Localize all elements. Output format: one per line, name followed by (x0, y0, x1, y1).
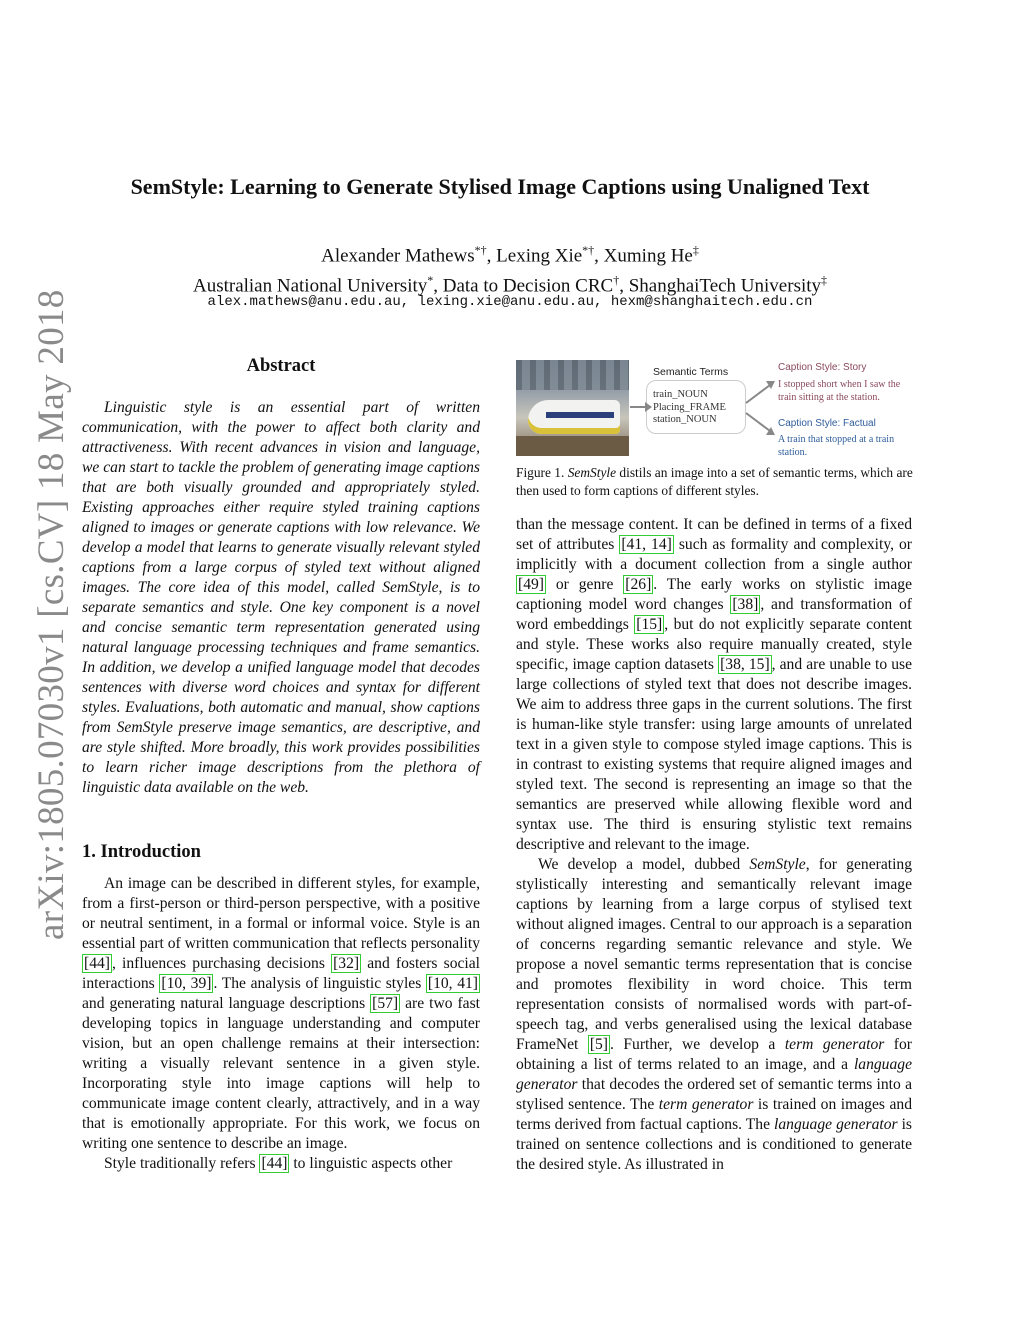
right-paragraph-2 (516, 855, 912, 1175)
citation-link[interactable]: [44] (84, 955, 110, 972)
author-name: Alexander Mathews (321, 245, 475, 267)
text-run: is trained on images and terms derived from factual captions. The (516, 1096, 913, 1133)
story-caption-text: I stopped short when I saw the train sitting at the station. (778, 379, 901, 403)
author-block (80, 238, 940, 299)
citation-link[interactable]: [15] (636, 616, 663, 633)
factual-caption-title: Caption Style: Factual (778, 418, 876, 429)
text-run: are two fast developing topics in language understanding and computer vision, but an open challenge remains at their intersection: writing a visually relevant sentence in a given style. Incorporating style into image captions will help to communicate image content clearly, attractively, and in a way that is emotionally appropriate. For this work, we focus on writing one sentence to describe an image. (82, 995, 480, 1152)
introduction-heading: 1. Introduction (82, 842, 201, 862)
abstract-body (82, 398, 480, 798)
factual-caption-text: A train that stopped at a train station. (778, 434, 895, 458)
text-run: and fosters social interactions (82, 955, 481, 992)
citation-link[interactable]: [32] (333, 955, 360, 972)
author-mark: *† (474, 243, 487, 257)
citation-link[interactable]: [41, 14] (621, 536, 672, 553)
citation-link[interactable]: [44] (261, 1155, 288, 1172)
right-column-body (516, 515, 912, 1175)
citation-link[interactable]: [38] (732, 596, 759, 613)
figure-label: Figure 1. (516, 465, 565, 480)
affiliation-mark: † (613, 273, 620, 288)
arrow-right-icon (629, 400, 653, 414)
affiliation: Australian National University (192, 275, 428, 297)
emphasis: language generator (516, 1056, 912, 1093)
arrow-up-right-icon (744, 378, 778, 406)
text-run: , and are unable to use large collections of styled text that does not describe images. We aim to address three gaps in the current solutions. The first is human-like style transfer: using large amounts of unrelated text in a given style to compose styled image captions. This is in contrast to existing systems that require aligned images and styled text. The second is representing an image so that the semantics are preserved while allowing flexible word and syntax use. The third is ensuring stylistic text remains descriptive and relevant to the image. (516, 656, 912, 853)
semantic-terms-list (653, 389, 726, 427)
text-run: or genre (545, 576, 624, 593)
author-name: Xuming He (603, 245, 693, 267)
author-name: Lexing Xie (496, 245, 583, 267)
arrow-down-right-icon (744, 410, 778, 438)
text-run: , but do not explicitly separate content and style. These works also require manually created, style specific, image caption datasets (516, 616, 913, 673)
author-mark: ‡ (692, 243, 699, 257)
train-photo (516, 360, 629, 456)
citation-link[interactable]: [49] (518, 576, 544, 593)
affiliation: ShanghaiTech University (628, 275, 822, 297)
semantic-term: train_NOUN (653, 389, 708, 400)
affiliation-mark: * (427, 273, 434, 288)
text-run: . The early works on stylistic image captioning model word changes (516, 576, 912, 613)
station-roof (516, 360, 629, 390)
text-run: such as formality and complexity, or implicitly with a document collection from a single author (516, 536, 913, 573)
citation-link[interactable]: [5] (589, 1036, 608, 1053)
emphasis: term generator (658, 1096, 754, 1113)
text-run: and generating natural language descriptions (82, 995, 371, 1012)
text-run: for obtaining a list of terms related to an image, and a (516, 1036, 912, 1073)
emphasis: language generator (774, 1116, 898, 1133)
affiliation: Data to Decision CRC (442, 275, 614, 297)
semantic-term: Placing_FRAME (653, 401, 726, 413)
figure-caption-text: distils an image into a set of semantic terms, which are then used to form captions of different styles. (516, 465, 913, 498)
text-run: , and transformation of word embeddings (516, 596, 913, 633)
text-run: , for generating stylistically interesting and semantically relevant image captions by learning from a large corpus of stylised text without aligned images. Central to our approach is a separation of concerns regarding semantic relevance and style. We propose a novel semantic terms representation that is concise and promotes flexibility in word choice. This term representation consists of normalised words with part-of-speech tag, and verbs generalised using the lexical database FrameNet (516, 856, 912, 1053)
text-run: An image can be described in different styles, for example, from a first-person or third-person perspective, with a positive or neutral sentiment, in a formal or informal voice. Style is an essential part of written communication that reflects personality (82, 875, 480, 952)
story-caption-title: Caption Style: Story (778, 362, 867, 373)
intro-paragraph-1 (82, 874, 480, 1154)
text-run: is trained on sentence collections and is conditioned to generate the desired style. As illustrated in (516, 1116, 912, 1173)
arxiv-stamp: arXiv:1805.07030v1 [cs.CV] 18 May 2018 (31, 289, 72, 940)
citation-link[interactable]: [10, 39] (161, 975, 212, 992)
citation-link[interactable]: [38, 15] (720, 656, 770, 673)
paper-title: SemStyle: Learning to Generate Stylised Image Captions using Unaligned Text (130, 174, 870, 199)
train-stripe (546, 412, 614, 418)
citation-link[interactable]: [57] (372, 995, 399, 1012)
author-emails: alex.mathews@anu.edu.au, lexing.xie@anu.edu.au, hexm@shanghaitech.edu.cn (207, 294, 813, 310)
text-run: that decodes the ordered set of semantic terms into a stylised sentence. The (516, 1076, 912, 1113)
emphasis: SemStyle (749, 856, 806, 873)
figure-caption-em: SemStyle (567, 465, 617, 480)
text-run: . The analysis of linguistic styles (213, 975, 426, 992)
citation-link[interactable]: [26] (625, 576, 652, 593)
text-run: to linguistic aspects other (289, 1155, 453, 1172)
abstract-heading: Abstract (246, 356, 316, 376)
figure-1-caption (516, 464, 916, 500)
abstract-paragraph: Linguistic style is an essential part of written communication, with the power to affect both clarity and attractiveness. With recent advances in vision and language, we can start to tackle the problem of generating image captions that are both visually grounded and appropriately styled. Existing approaches either require styled training captions aligned to images or generate captions with low relevance. We develop a model that learns to generate visually relevant styled captions from a large corpus of styled text without aligned images. The core idea of this model, called SemStyle, is to separate semantics and style. One key component is a novel and concise semantic term representation generated using natural language processing techniques and frame semantics. In addition, we develop a unified language model that decodes sentences with diverse word choices and syntax for different styles. Evaluations, both automatic and manual, show captions from SemStyle preserve image semantics, are descriptive, and are style shifted. More broadly, this work provides possibilities to learn richer image descriptions from the plethora of linguistic data available on the web. (82, 399, 480, 796)
intro-paragraph-2 (82, 1154, 480, 1174)
citation-link[interactable]: [10, 41] (427, 975, 478, 992)
text-run: Style traditionally refers (104, 1155, 260, 1172)
text-run: than the message content. It can be defined in terms of a fixed set of attributes (516, 516, 912, 553)
introduction-body (82, 874, 480, 1174)
text-run: . Further, we develop a (610, 1036, 785, 1053)
semantic-terms-title: Semantic Terms (653, 366, 729, 378)
emphasis: term generator (784, 1036, 885, 1053)
right-paragraph-1 (516, 515, 912, 855)
text-run: We develop a model, dubbed (538, 856, 750, 873)
author-names: Alexander Mathews*†, Lexing Xie*†, Xuming He‡ (321, 243, 699, 267)
author-mark: *† (582, 243, 595, 257)
figure-1 (516, 360, 920, 466)
text-run: , influences purchasing decisions (111, 955, 332, 972)
platform (516, 436, 629, 456)
author-affiliations: Australian National University*, Data to Decision CRC†, ShanghaiTech University‡ (192, 273, 828, 297)
semantic-term: station_NOUN (653, 414, 717, 425)
affiliation-mark: ‡ (821, 273, 828, 288)
